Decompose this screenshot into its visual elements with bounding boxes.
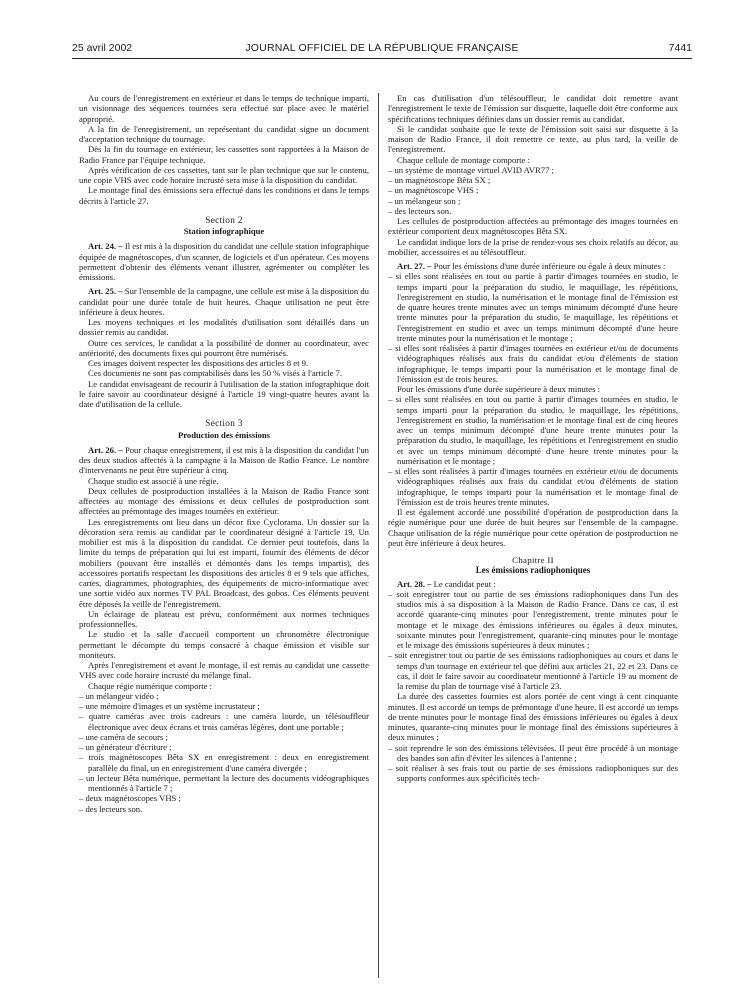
list-item: – soit réaliser à ses frais tout ou partie de ses émissions radiophoniques sur des supports conformes aux spécificités tech- [388,763,678,784]
list-item: – un mélangeur vidéo ; [79,690,159,701]
list-item: – soit reprendre le son des émissions télévisées. Il peut être procédé à un montage des bandes son afin d'éviter les silences à l'antenne ; [388,742,678,763]
header-page-number: 7441 [668,42,692,54]
paragraph: Ces images doivent respecter les dispositions des articles 8 et 9. [88,358,309,368]
article-text: Le candidat peut : [431,578,496,589]
chapter-title: Les émissions radiophoniques [475,565,591,576]
paragraph: Dès la fin du tournage en extérieur, les cassettes sont rapportées à la Maison de Radio France par l'équipe technique. [79,144,369,165]
paragraph: Un éclairage de plateau est prévu, conformément aux normes techniques professionnelles. [79,608,369,629]
list-item: – si elles sont réalisées à partir d'images tournées en extérieur et/ou de documents vidéographiques réalisés aux frais du candidat et/ou d'éléments de station infographique, le temps imparti pour la numérisation et le montage final de l'émission est de trois heures. [388,343,678,384]
list-item: – un magnétoscope VHS ; [388,185,479,196]
article-26 [79,445,369,476]
paragraph: La durée des cassettes fournies est alors portée de cent vingt à cent cinquante minutes. Il est accordé un temps de prémontage d'une heure. Il est accordé un temps de trente minutes pour le montage final des émissions inférieures ou égales à deux minutes, quarante-cinq minutes pour le montage final des émissions supérieures à deux minutes ; [388,691,678,743]
list-item: – soit enregistrer tout ou partie de ses émissions radiophoniques au cours et dans le temps d'un tournage en extérieur tel que défini aux articles 21, 22 et 23. Dans ce cas, il doit le faire savoir au coordinateur mentionné à l'article 19 au moment de la remise du plan de tournage visé à l'article 23. [388,650,678,691]
paragraph: Si le candidat souhaite que le texte de l'émission soit saisi sur disquette à la maison de Radio France, il doit remettre ce texte, au plus tard, la veille de l'enregistrement. [388,123,678,155]
list-item: – une mémoire d'images et un système incrustateur ; [79,701,260,711]
article-27 [388,261,678,271]
paragraph: Deux cellules de postproduction installées à la Maison de Radio France sont affectées au montage des émissions et deux cellules de postproduction sont affectées au prémontage des images tournées en extérieur. [79,485,369,517]
list-item: – un système de montage virtuel AVID AVR77 ; [388,164,554,175]
section-title: Station infographique [183,226,265,236]
list-item: – si elles sont réalisées en tout ou partie à partir d'images tournées en studio, le temps imparti pour la préparation du studio, le maquillage, les répétitions, l'enregistrement en studio, la numérisation et le montage final est de cinq heures avec un temps minimum décompté d'une heure trente minutes pour la préparation du studio, le maquillage, les répétitions et l'enregistrement en studio et avec un temps minimum décompté d'une heure trente minutes pour la numérisation et le montage ; [388,394,678,466]
paragraph: Le studio et la salle d'accueil comportent un chronomètre électronique permettant le décompte du temps consacré à chaque émission et visible sur moniteurs. [79,629,369,660]
article-25 [79,286,369,317]
paragraph: Le candidat envisageant de recourir à l'utilisation de la station infographique doit le faire savoir au coordinateur désigné à l'article 19 vingt-quatre heures avant la date d'utilisation de la cellule. [79,378,369,409]
page-header [72,42,692,59]
list-item: – quatre caméras avec trois cadreurs : une caméra lourde, un télésouffleur électronique avec deux écrans et trois caméras légères, dont une portable ; [79,711,369,732]
article-label: Art. 28. – [397,578,432,589]
article-label: Art. 26. – [88,444,123,455]
paragraph: Les enregistrements ont lieu dans un décor fixe Cyclorama. Un dossier sur la décoration sera remis au candidat par le coordinateur désigné à l'article 19. Un mobilier est mis à la disposition du candidat. Ce dernier peut toutefois, dans la limite du temps de préparation qui lui est imparti, fournir des éléments de décor mobiliers (pouvant être installés et démontés dans les temps impartis), des accessoires portatifs respectant les dispositions des articles 8 et 9 tels que affiches, cartes, diagrammes, photographies, des équipements de micro-informatique avec une sortie vidéo aux normes TV PAL Broadcast, des gobos. Ces éléments peuvent être déposés la veille de l'enregistrement. [79,516,369,609]
list-item: – soit enregistrer tout ou partie de ses émissions radiophoniques dans l'un des studios mis à sa disposition à la Maison de Radio France. Dans ce cas, il est accordé quarante-cinq minutes pour l'enregistrement, trente minutes pour le montage et le mixage des émissions inférieures ou égales à deux minutes, soixante minutes pour l'enregistrement, quarante-cinq minutes pour le montage et le mixage des émissions supérieures à deux minutes ; [388,588,678,650]
list-item: – des lecteurs son. [388,205,452,216]
section-title: Production des émissions [178,429,270,440]
header-title: JOURNAL OFFICIEL DE LA RÉPUBLIQUE FRANÇAISE [245,42,519,54]
article-text: Pour chaque enregistrement, il est mis à la disposition du candidat l'un des deux studios affectés à la campagne à la Maison de Radio France. Le nombre d'intervenants ne peut être supérieur à cinq. [79,444,369,476]
article-text: Il est mis à la disposition du candidat une cellule station infographique équipée de magnétoscopes, d'un scanner, de logiciels et d'un opérateur. Ces moyens permettent d'obtenir des éléments venant illustrer, agrémenter ou compléter les émissions. [79,241,369,282]
paragraph: Après vérification de ces cassettes, tant sur le plan technique que sur le contenu, une copie VHS avec code horaire incrusté sera mise à la disposition du candidat. [79,164,369,185]
list-item: – un lecteur Bêta numérique, permettant la lecture des documents vidéographiques mentionnés à l'article 7 ; [79,772,369,793]
section-heading: Section 2 [205,215,243,226]
paragraph: Il est également accordé une possibilité d'opération de postproduction dans la régie numérique pour une durée de huit heures sur l'ensemble de la campagne. Chaque utilisation de la régie numérique pour cette opération de postproduction ne peut être inférieure à deux heures. [388,507,678,548]
list-item: – une caméra de secours ; [79,731,168,742]
list-item: – deux magnétoscopes VHS ; [79,793,181,804]
column-divider [378,93,379,978]
paragraph: Les moyens techniques et les modalités d'utilisation sont détaillés dans un dossier remis au candidat. [79,317,369,338]
list-item: – si elles sont réalisées en tout ou partie à partir d'images tournées en studio, le temps imparti pour la préparation du studio, le maquillage, les répétitions, l'enregistrement en studio, la numérisation et le montage final de l'émission est de quatre heures trente minutes avec un temps minimum décompté d'une heure trente minutes pour la préparation du studio, le maquillage, les répétitions et l'enregistrement en studio et avec un temps minimum décompté d'une heure trente minutes pour la numérisation et le montage ; [388,271,678,343]
section-heading: Section 3 [205,419,243,430]
list-item: – un mélangeur son ; [388,195,461,206]
article-text: Sur l'ensemble de la campagne, une cellule est mise à la disposition du candidat pour une durée totale de huit heures. Chaque utilisation ne peut être inférieure à deux heures. [79,286,369,317]
paragraph: A la fin de l'enregistrement, un représentant du candidat signe un document d'acceptation technique du tournage. [79,123,369,144]
article-text: Pour les émissions d'une durée inférieure ou égale à deux minutes : [431,261,666,271]
list-item: – des lecteurs son. [79,803,143,814]
article-label: Art. 25. – [88,286,123,297]
article-24 [79,241,369,282]
left-column [79,93,369,814]
paragraph: En cas d'utilisation d'un télésouffleur, le candidat doit remettre avant l'enregistrement le texte de l'émission sur disquette, laquelle doit être conforme aux spécifications techniques définies dans un dossier remis au candidat. [388,93,678,124]
paragraph: Chaque régie numérique comporte : [88,680,213,691]
list-item: – si elles sont réalisées à partir d'images tournées en extérieur et/ou de documents vidéographiques réalisés aux frais du candidat et/ou d'éléments de station infographique, le temps imparti pour la numérisation et le montage final de l'émission est de trois heures trente minutes. [388,466,678,507]
article-28 [388,579,678,589]
list-item: – un magnétoscope Bêta SX ; [388,175,491,185]
paragraph: Pour les émissions d'une durée supérieure à deux minutes : [397,384,600,394]
paragraph: Chaque cellule de montage comporte : [397,154,530,165]
chapter-heading: Chapitre II [512,555,554,565]
paragraph: Outre ces services, le candidat a la possibilité de donner au coordinateur, avec antériorité, des documents fixes qui pourront être numérisés. [79,337,369,358]
paragraph: Le candidat indique lors de la prise de rendez-vous ses choix relatifs au décor, au mobilier, accessoires et au télésouffleur. [388,236,678,257]
list-item: – un générateur d'écriture ; [79,742,172,752]
paragraph: Après l'enregistrement et avant le montage, il est remis au candidat une cassette VHS avec code horaire incrusté du mélange final. [79,660,369,681]
list-item: – trois magnétoscopes Bêta SX en enregistrement : deux en enregistrement parallèle du final, un en enregistrement d'une caméra divergée ; [79,752,369,773]
paragraph: Chaque studio est associé à une régie. [88,475,219,486]
paragraph: Les cellules de postproduction affectées au prémontage des images tournées en extérieur comportent deux magnétoscopes Bêta SX. [388,216,678,237]
header-date: 25 avril 2002 [72,42,133,54]
article-label: Art. 24. – [88,241,123,252]
article-label: Art. 27. – [397,261,432,271]
paragraph: Le montage final des émissions sera effectué dans les conditions et dans le temps décrits à l'article 27. [79,185,369,206]
paragraph: Au cours de l'enregistrement en extérieur et dans le temps de technique imparti, un visionnage des séquences tournées sera effectué sur place avec le matériel approprié. [79,93,369,124]
paragraph: Ces documents ne sont pas comptabilisés dans les 50 % visés à l'article 7. [88,368,343,379]
right-column [388,93,678,784]
